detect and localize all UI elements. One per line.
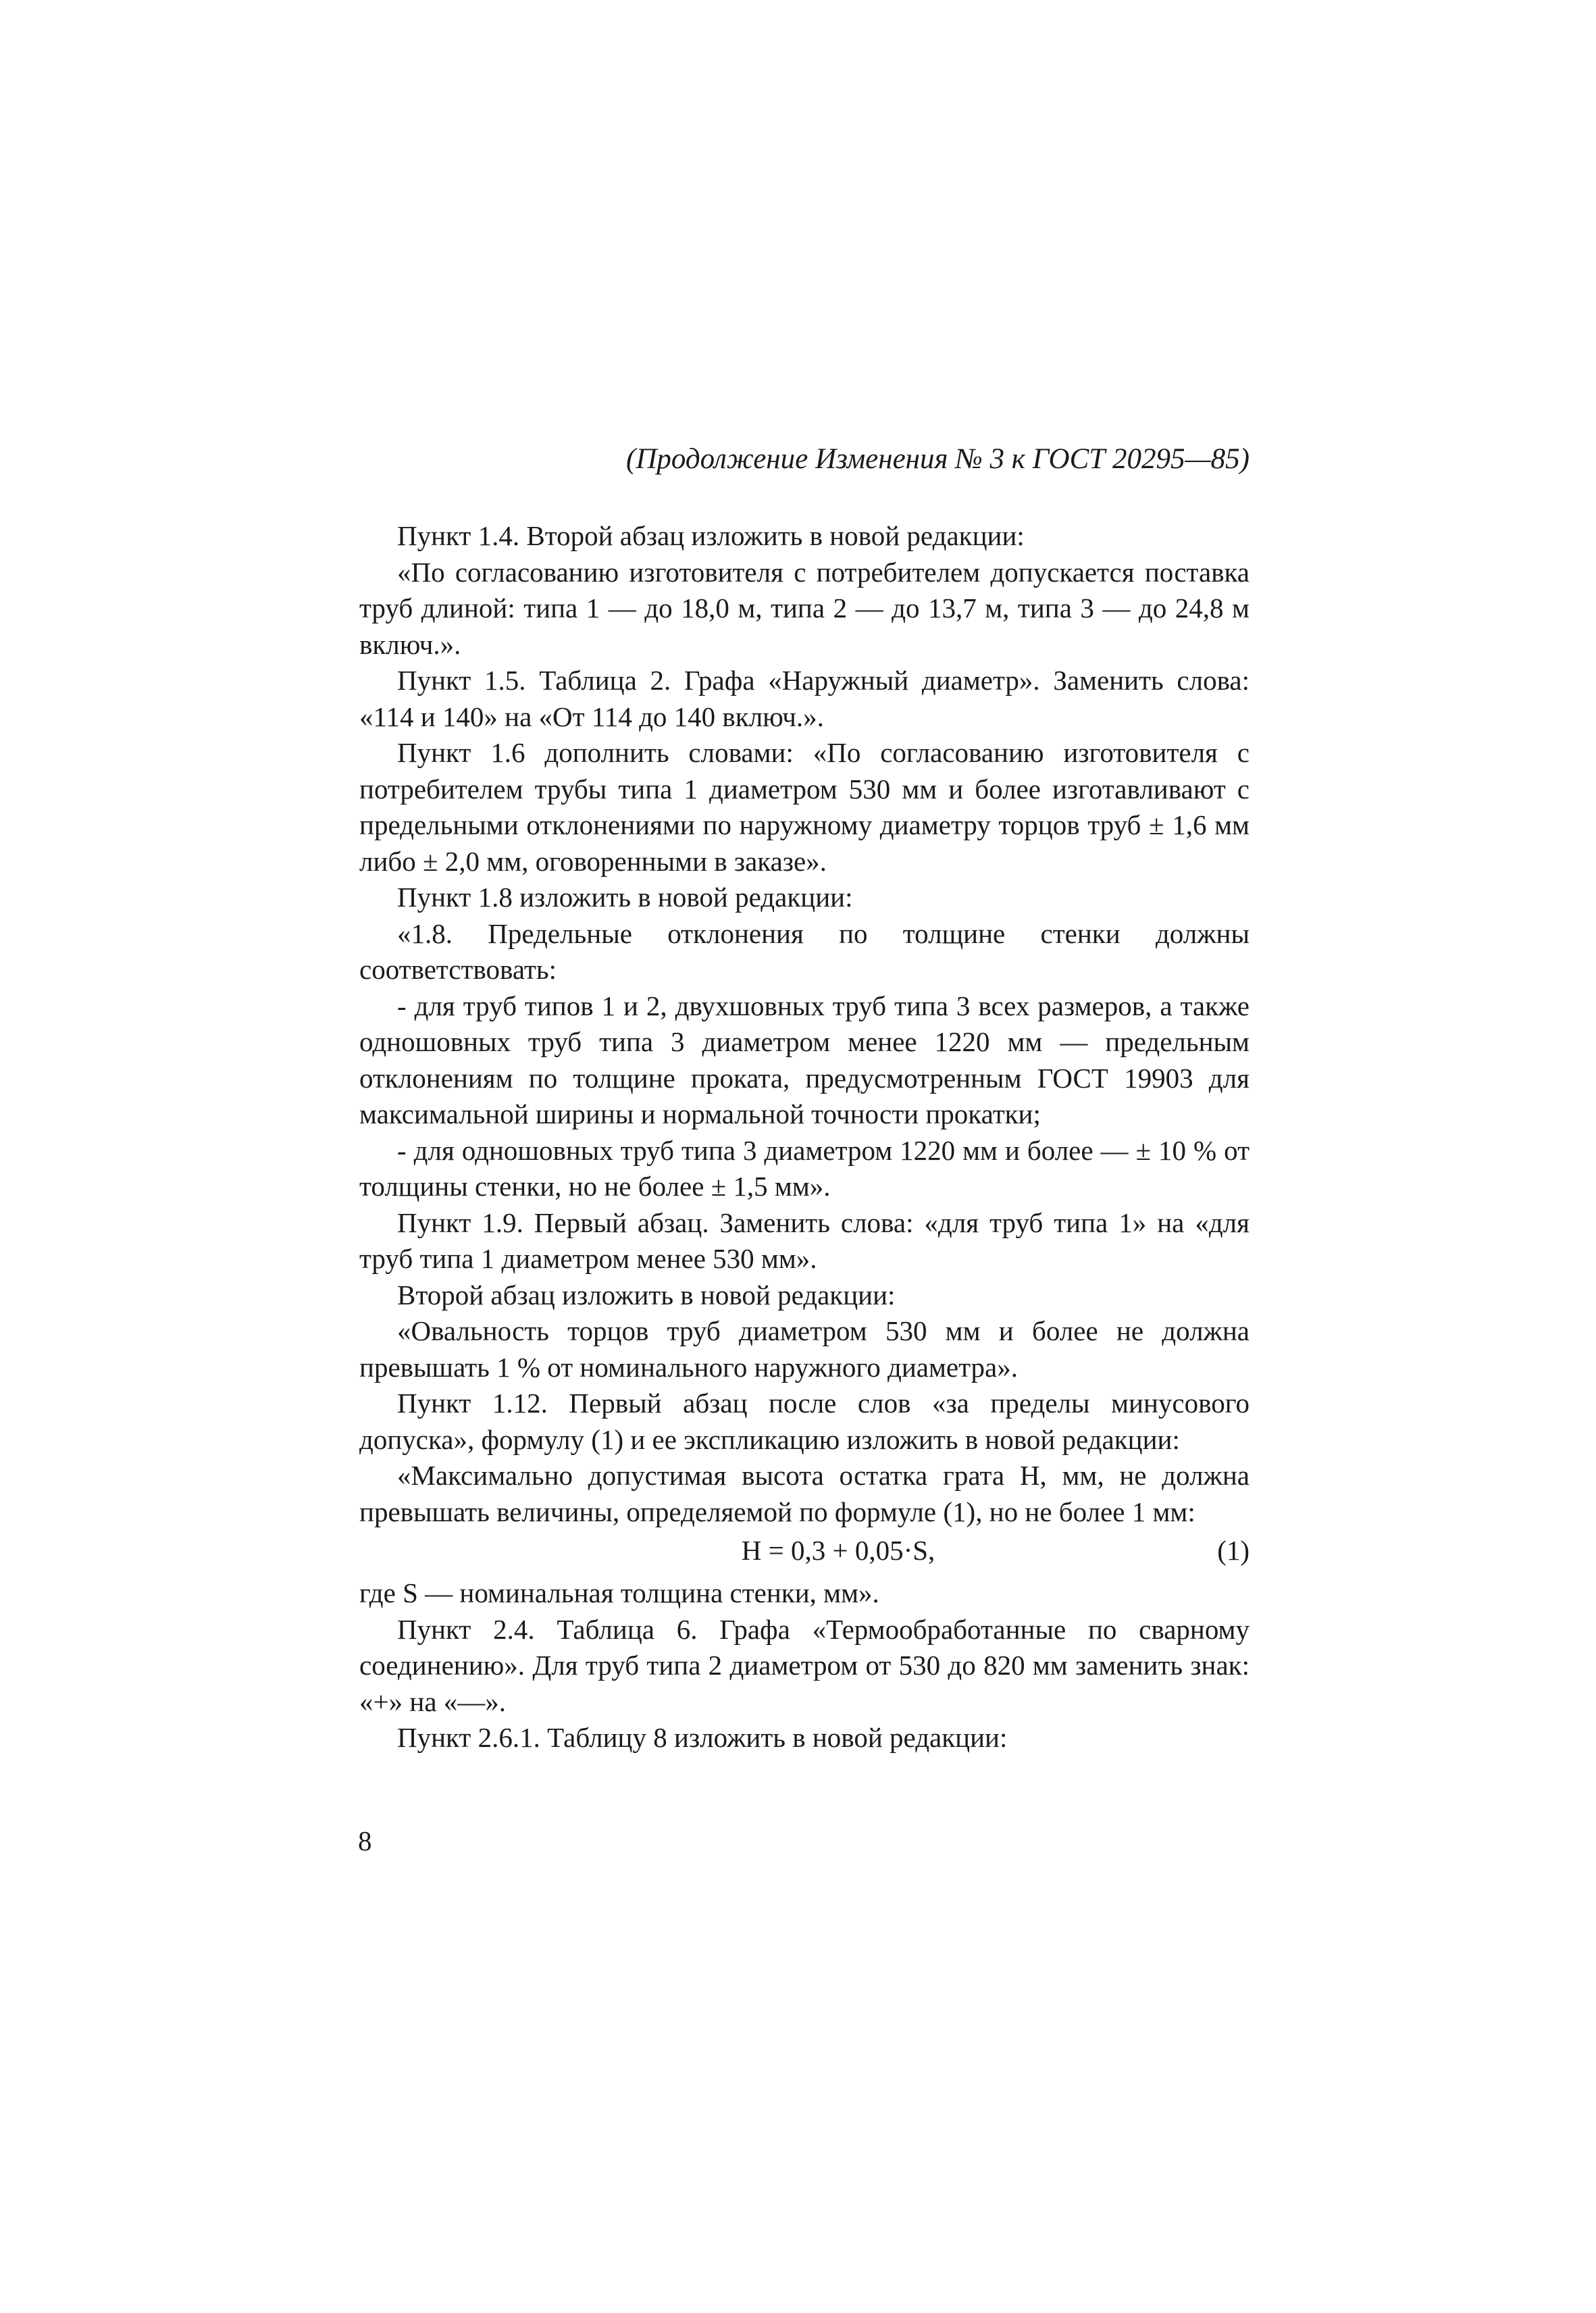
paragraph: «Максимально допустимая высота остатка грата H, мм, не должна превышать величины, определяемой по формуле (1), но не более 1 мм: (359, 1460, 1250, 1527)
paragraph: Пункт 1.4. Второй абзац изложить в новой редакции: (397, 520, 1025, 551)
formula-row (359, 1533, 1250, 1575)
body-text (359, 518, 1250, 1756)
paragraph: Пункт 1.5. Таблица 2. Графа «Наружный диаметр». Заменить слова: «114 и 140» на «От 114 до 140 включ.». (359, 665, 1250, 732)
paragraph: «1.8. Предельные отклонения по толщине стенки должны соответствовать: (359, 917, 1250, 985)
paragraph: - для одношовных труб типа 3 диаметром 1220 мм и более — ± 10 % от толщины стенки, но не более ± 1,5 мм». (359, 1134, 1250, 1202)
paragraph: Пункт 1.9. Первый абзац. Заменить слова: «для труб типа 1» на «для труб типа 1 диаметром менее 530 мм». (359, 1206, 1250, 1274)
paragraph: где S — номинальная толщина стенки, мм». (359, 1577, 879, 1608)
page-number: 8 (358, 1825, 372, 1856)
paragraph: - для труб типов 1 и 2, двухшовных труб типа 3 всех размеров, а также одношовных труб типа 3 диаметром менее 1220 мм — предельным отклонениям по толщине проката, предусмотренным ГОСТ 19903 для максимальной ширины и нормальной точности прокатки; (359, 990, 1250, 1129)
paragraph: Второй абзац изложить в новой редакции: (397, 1279, 896, 1311)
paragraph: Пункт 1.6 дополнить словами: «По согласованию изготовителя с потребителем трубы типа 1 диаметром 530 мм и более изготавливают с предельными отклонениями по наружному диаметру торцов труб ± 1,6 мм либо ± 2,0 мм, оговоренными в заказе». (359, 737, 1250, 877)
paragraph: «Овальность торцов труб диаметром 530 мм и более не должна превышать 1 % от номинального наружного диаметра». (359, 1315, 1250, 1383)
paragraph: «По согласованию изготовителя с потребителем допускается поставка труб длиной: типа 1 — до 18,0 м, типа 2 — до 13,7 м, типа 3 — до 24,8 м включ.». (359, 556, 1250, 660)
document-page (359, 442, 1250, 1756)
formula-number: (1) (1217, 1535, 1250, 1566)
paragraph: Пункт 1.8 изложить в новой редакции: (397, 882, 853, 913)
paragraph: Пункт 1.12. Первый абзац после слов «за пределы минусового допуска», формулу (1) и ее экспликацию изложить в новой редакции: (359, 1388, 1250, 1455)
running-head: (Продолжение Изменения № 3 к ГОСТ 20295—85) (626, 443, 1250, 475)
formula-expression: H = 0,3 + 0,05·S, (741, 1535, 935, 1566)
paragraph: Пункт 2.4. Таблица 6. Графа «Термообработанные по сварному соединению». Для труб типа 2 диаметром от 530 до 820 мм заменить знак: «+» на «—». (359, 1613, 1250, 1717)
paragraph: Пункт 2.6.1. Таблицу 8 изложить в новой редакции: (397, 1722, 1008, 1753)
